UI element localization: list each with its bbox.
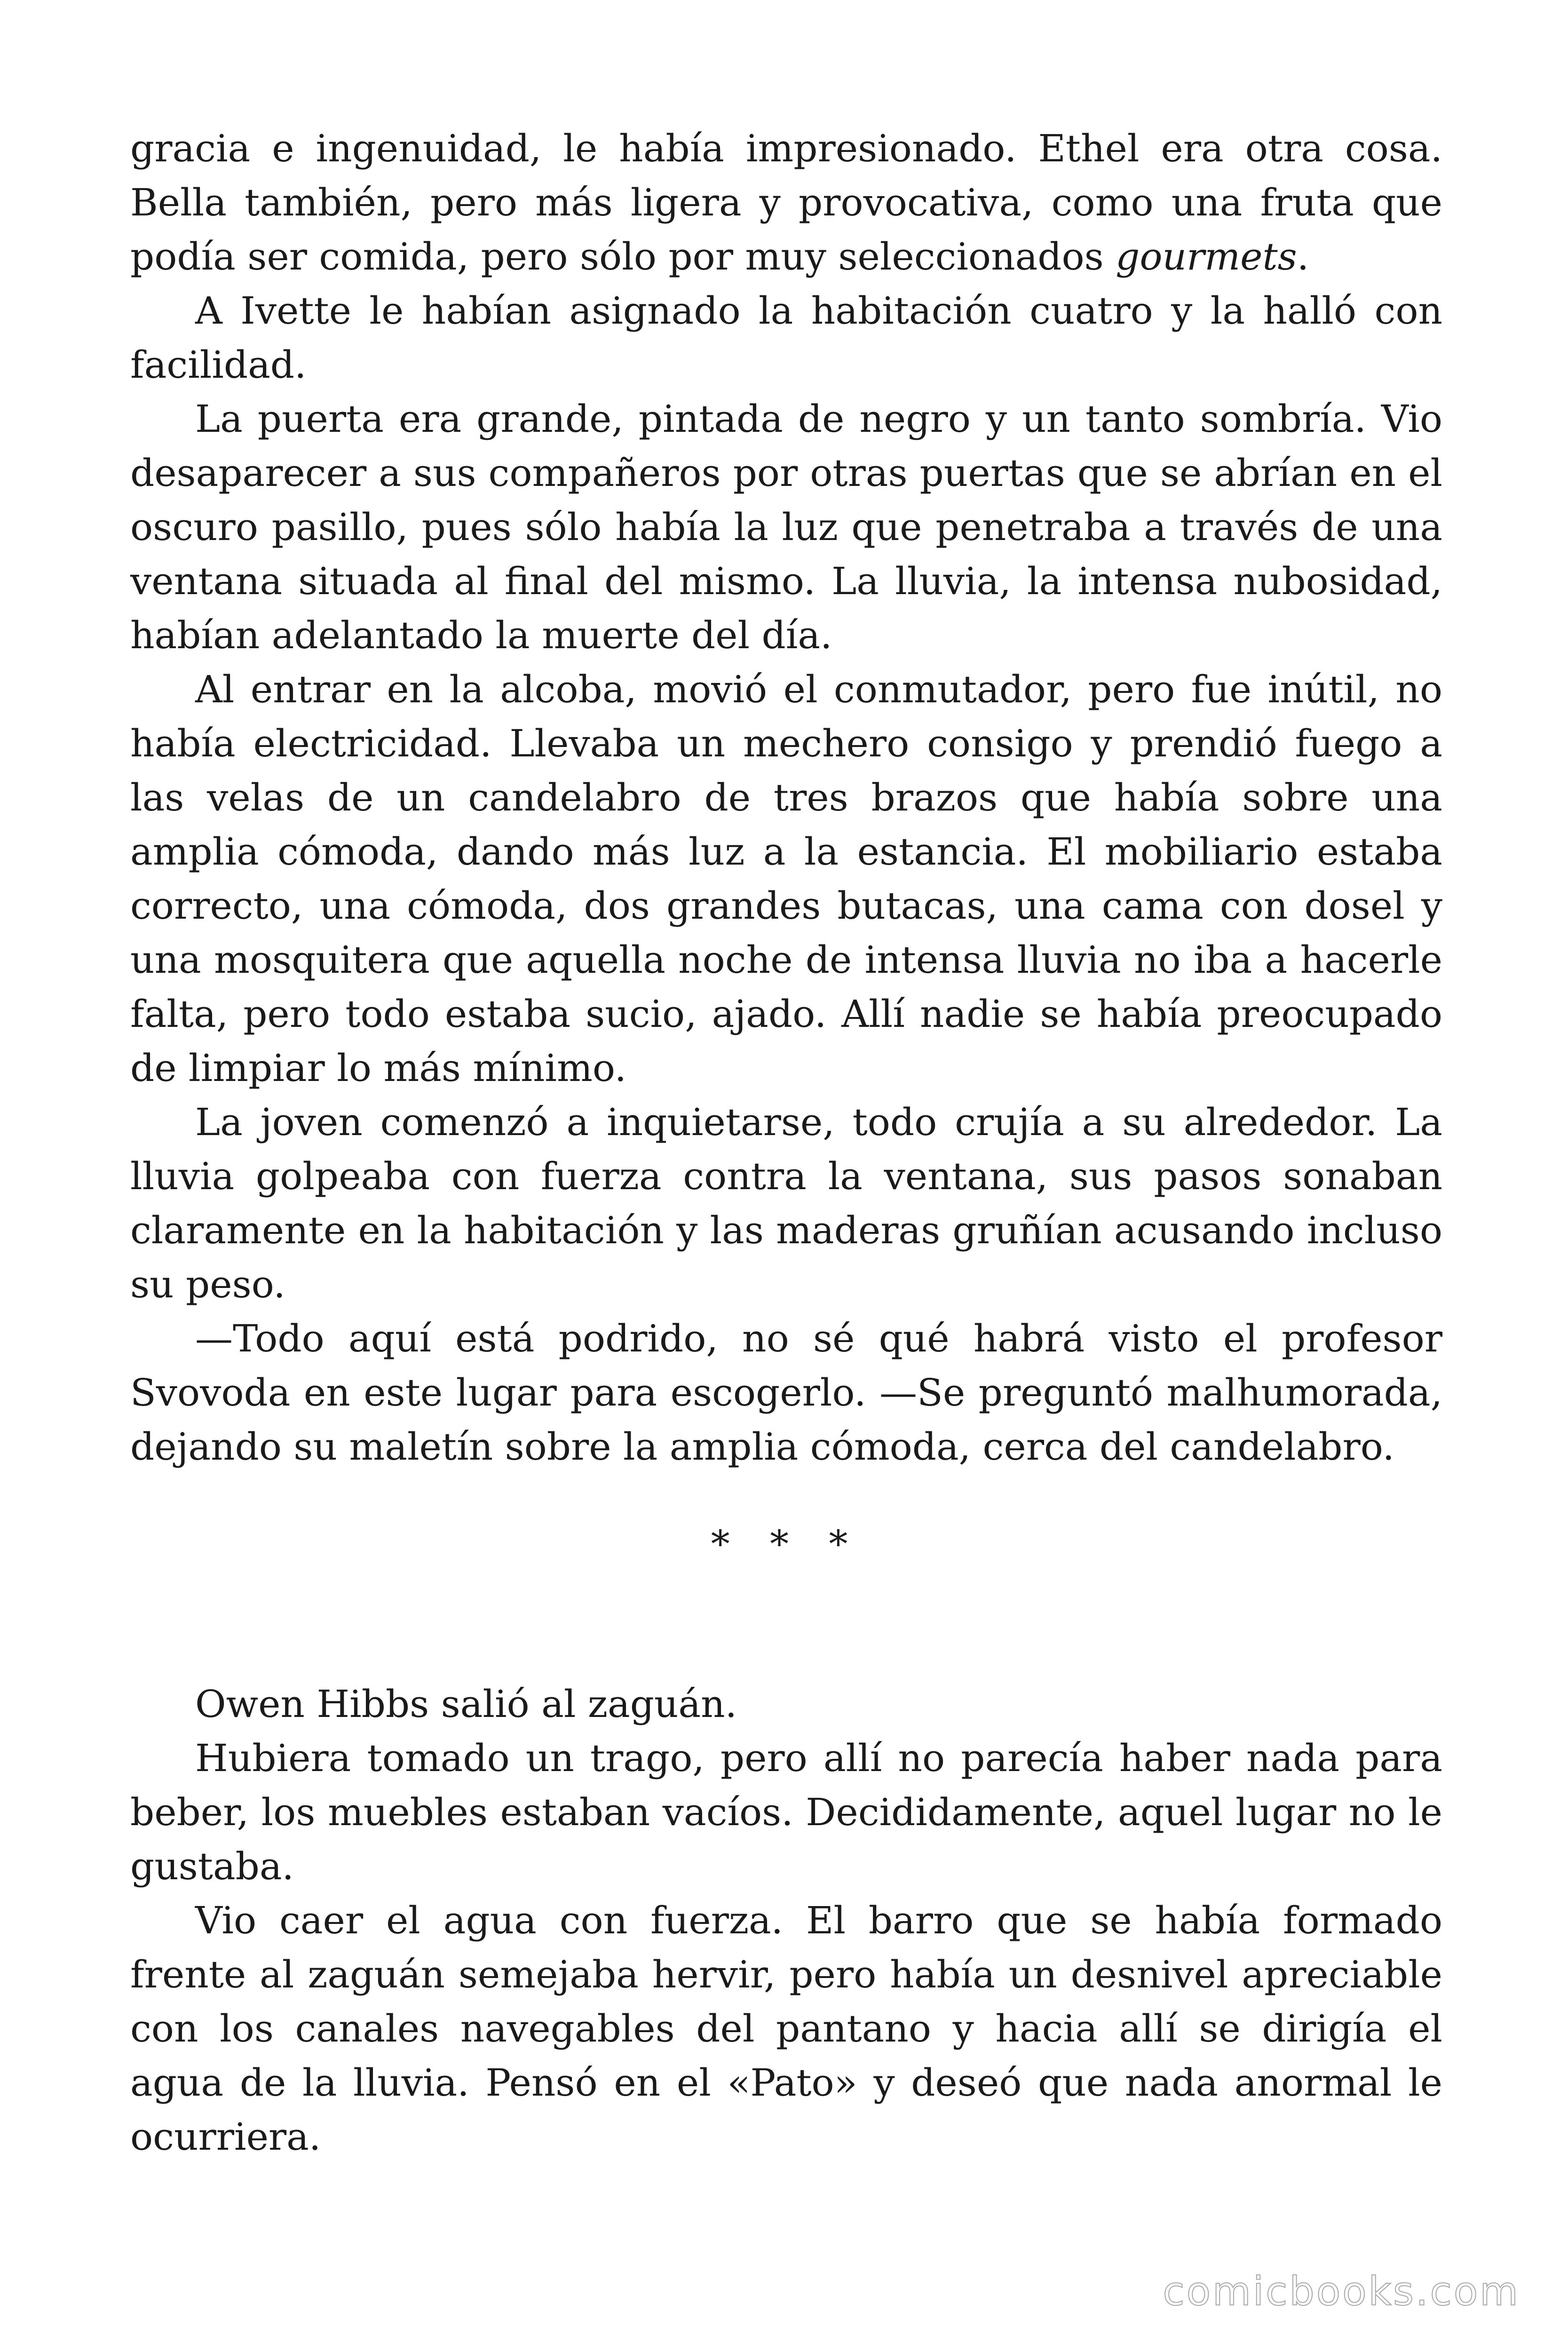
- paragraph-6: —Todo aquí está podrido, no sé qué habrá visto el profesor Svovoda en este lugar para escogerlo. —Se preguntó malhumorada, dejando su maletín sobre la amplia cómoda, cerca del candelabro.: [130, 1317, 1442, 1469]
- paragraph-1-text: gracia e ingenuidad, le había impresionado. Ethel era otra cosa. Bella también, pero más ligera y provocativa, como una fruta que podía ser comida, pero sólo por muy seleccionados: [130, 127, 1442, 278]
- paragraph-2: A Ivette le habían asignado la habitación cuatro y la halló con facilidad.: [130, 289, 1442, 387]
- paragraph-9: Vio caer el agua con fuerza. El barro que se había formado frente al zaguán semejaba hervir, pero había un desnivel apreciable con los canales navegables del pantano y hacia allí se dirigía el agua de la lluvia. Pensó en el «Pato» y deseó que nada anormal le ocurriera.: [130, 1899, 1442, 2159]
- paragraph-5: La joven comenzó a inquietarse, todo crujía a su alrededor. La lluvia golpeaba con fuerza contra la ventana, sus pasos sonaban claramente en la habitación y las maderas gruñían acusando incluso su peso.: [130, 1100, 1442, 1306]
- paragraph-3: La puerta era grande, pintada de negro y un tanto sombría. Vio desaparecer a sus compañeros por otras puertas que se abrían en el oscuro pasillo, pues sólo había la luz que penetraba a través de una ventana situada al final del mismo. La lluvia, la intensa nubosidad, habían adelantado la muerte del día.: [130, 397, 1442, 657]
- paragraph-7: Owen Hibbs salió al zaguán.: [195, 1682, 737, 1726]
- watermark-text: comicbooks.com: [1163, 2268, 1520, 2314]
- scene-separator: * * *: [711, 1522, 862, 1566]
- paragraph-8: Hubiera tomado un trago, pero allí no parecía haber nada para beber, los muebles estaban vacíos. Decididamente, aquel lugar no le gustaba.: [130, 1736, 1442, 1888]
- book-page: [130, 121, 1442, 2164]
- emphasis-gourmets: gourmets: [1116, 235, 1297, 278]
- paragraph-1: [130, 121, 1442, 284]
- paragraph-4: Al entrar en la alcoba, movió el conmutador, pero fue inútil, no había electricidad. Llevaba un mechero consigo y prendió fuego a las velas de un candelabro de tres brazos que había sobre una amplia cómoda, dando más luz a la estancia. El mobiliario estaba correcto, una cómoda, dos grandes butacas, una cama con dosel y una mosquitera que aquella noche de intensa lluvia no iba a hacerle falta, pero todo estaba sucio, ajado. Allí nadie se había preocupado de limpiar lo más mínimo.: [130, 667, 1442, 1090]
- paragraph-1-end: .: [1297, 235, 1309, 278]
